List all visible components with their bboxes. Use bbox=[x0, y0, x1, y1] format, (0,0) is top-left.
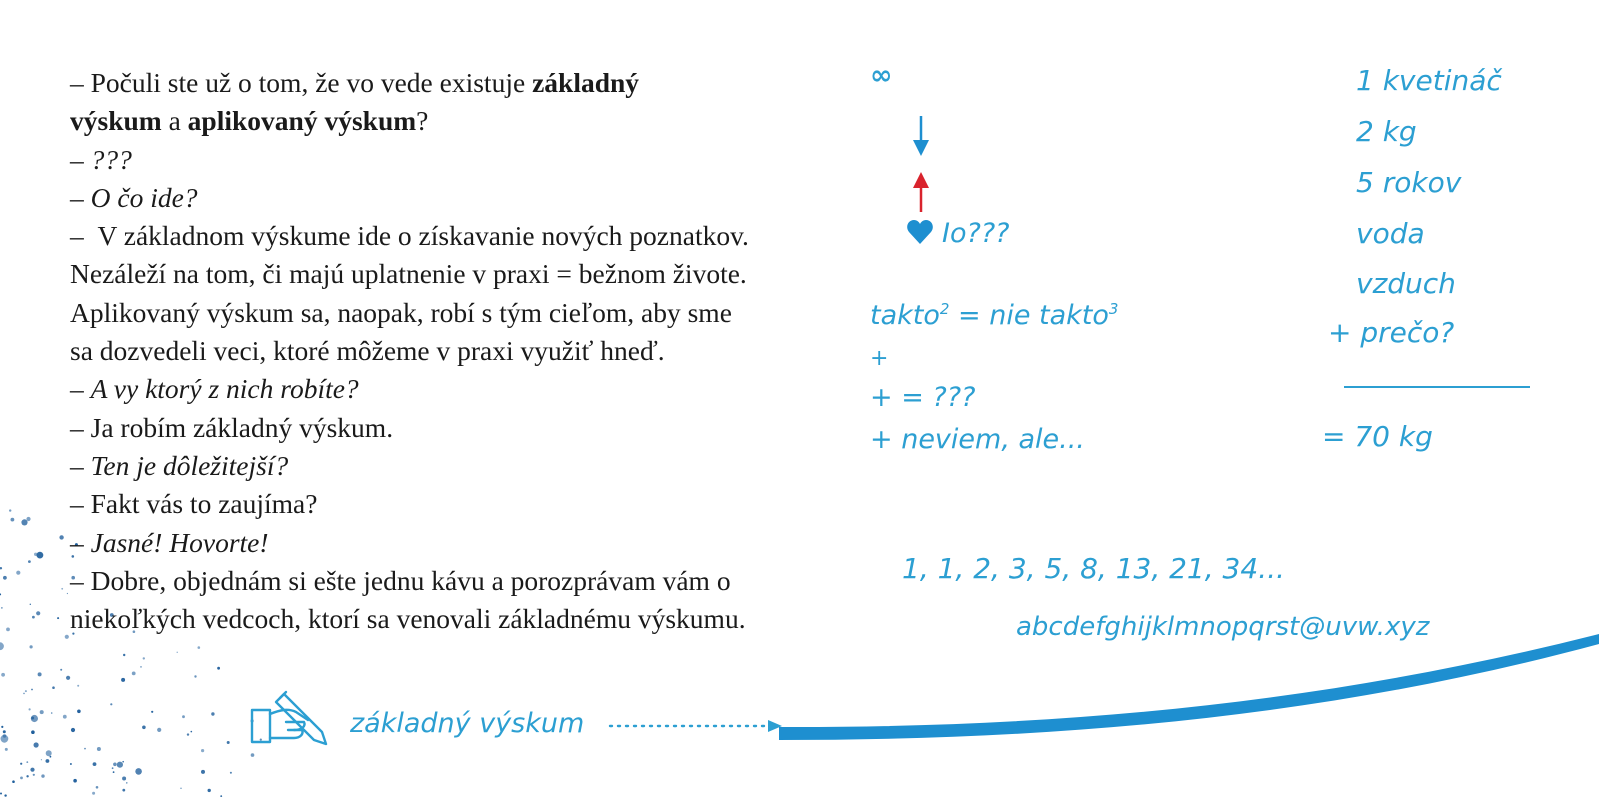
dialog-line: – Fakt vás to zaujíma? bbox=[70, 488, 318, 520]
dialog-line: – O čo ide? bbox=[70, 181, 198, 213]
list-item-2: 2 kg bbox=[1356, 115, 1417, 148]
fibonacci-note: 1, 1, 2, 3, 5, 8, 13, 21, 34... bbox=[902, 552, 1285, 585]
dialog-line: – ??? bbox=[70, 143, 132, 175]
basic-research-label: základný výskum bbox=[350, 708, 585, 739]
dialog-line: – Ten je dôležitejší? bbox=[70, 449, 289, 481]
list-item-1: 1 kvetináč bbox=[1356, 64, 1502, 97]
plus-note-2: + = ??? bbox=[870, 382, 976, 413]
plus-note-1: + bbox=[870, 346, 889, 371]
up-arrow-icon bbox=[909, 168, 933, 214]
alphabet-note: abcdefghijklmnopqrst@uvw.xyz bbox=[1016, 612, 1430, 642]
heart-icon bbox=[906, 218, 934, 246]
down-arrow-icon bbox=[909, 114, 933, 160]
timeline-curve bbox=[779, 630, 1599, 740]
plus-note-3: + neviem, ale... bbox=[870, 424, 1085, 455]
sum-result: = 70 kg bbox=[1322, 420, 1433, 453]
dialog-line-intro: – Počuli ste už o tom, že vo vede existuje základný výskum a aplikovaný výskum? bbox=[70, 67, 640, 137]
dialog-line: – A vy ktorý z nich robíte? bbox=[70, 373, 359, 405]
io-note: Io??? bbox=[942, 218, 1010, 249]
dialog-line: – Dobre, objednám si ešte jednu kávu a porozprávam vám o niekoľkých vedcoch, ktorí sa venovali základnému výskumu. bbox=[70, 564, 746, 635]
takto-note: takto$^2$ = nie takto$^3$ bbox=[870, 300, 1119, 331]
list-item-3: 5 rokov bbox=[1356, 166, 1462, 199]
infinity-icon: ∞ bbox=[870, 60, 893, 91]
dialog-line: – Ja robím základný výskum. bbox=[70, 411, 394, 443]
writing-hand-icon bbox=[248, 684, 336, 754]
dialog-text bbox=[70, 64, 750, 638]
dialog-line: – Jasné! Hovorte! bbox=[70, 526, 269, 558]
dialog-line: – V základnom výskume ide o získavanie nových poznatkov. Nezáleží na tom, či majú uplatnenie v praxi = bežnom živote. Aplikovaný výskum sa, naopak, robí s tým cieľom, aby sme sa dozvedeli veci, ktoré môžeme v praxi využiť hneď. bbox=[70, 220, 749, 367]
list-item-preco: + prečo? bbox=[1328, 316, 1455, 349]
sum-divider bbox=[1344, 386, 1530, 388]
list-item-4: voda bbox=[1356, 217, 1425, 250]
dotted-arrow-icon bbox=[608, 716, 788, 736]
list-item-5: vzduch bbox=[1356, 267, 1456, 300]
